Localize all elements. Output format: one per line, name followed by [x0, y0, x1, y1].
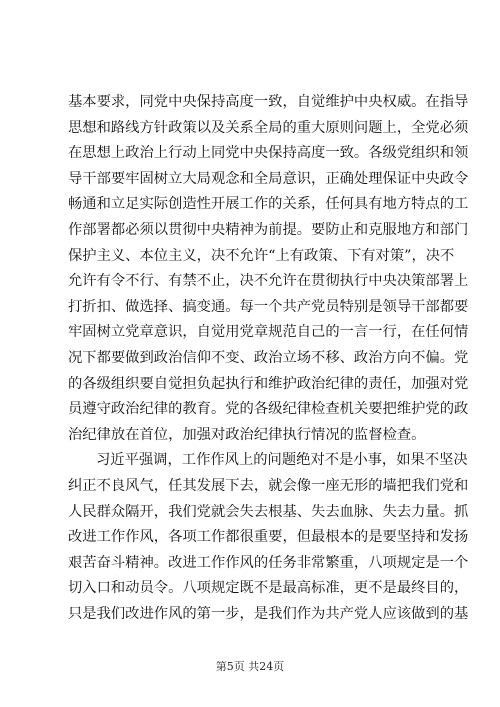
text-line: 打折扣、做选择、搞变通。每一个共产党员特别是领导干部都要 — [68, 298, 469, 315]
text-line: 人民群众隔开，我们党就会失去根基、失去血脉、失去力量。抓 — [68, 503, 469, 520]
text-line: 切入口和动员令。八项规定既不是最高标准，更不是最终目的， — [68, 580, 469, 597]
text-line: 艰苦奋斗精神。改进工作作风的任务非常繁重，八项规定是一个 — [68, 554, 469, 571]
text-line: 畅通和立足实际创造性开展工作的关系，任何具有地方特点的工 — [68, 196, 469, 213]
text-line: 允许有令不行、有禁不止，决不允许在贯彻执行中央决策部署上 — [68, 273, 469, 290]
text-line: 导干部要牢固树立大局观念和全局意识，正确处理保证中央政令 — [68, 170, 469, 187]
text-line: 员遵守政治纪律的教育。党的各级纪律检查机关要把维护党的政 — [68, 401, 469, 418]
text-line: 牢固树立党章意识，自觉用党章规范自己的一言一行，在任何情 — [68, 324, 469, 341]
text-line: 改进工作作风，各项工作都很重要，但最根本的是要坚持和发扬 — [68, 529, 469, 546]
text-line: 习近平强调，工作作风上的问题绝对不是小事，如果不坚决 — [96, 452, 468, 469]
text-line: 作部署都必须以贯彻中央精神为前提。要防止和克服地方和部门 — [68, 221, 469, 238]
text-line: 思想和路线方针政策以及关系全局的重大原则问题上，全党必须 — [68, 119, 469, 136]
text-line: 在思想上政治上行动上同党中央保持高度一致。各级党组织和领 — [68, 145, 469, 162]
text-line: 况下都要做到政治信仰不变、政治立场不移、政治方向不偏。党 — [68, 349, 469, 366]
text-line: 的各级组织要自觉担负起执行和维护政治纪律的责任，加强对党 — [68, 375, 469, 392]
text-line: 只是我们改进作风的第一步，是我们作为共产党人应该做到的基 — [68, 605, 469, 622]
text-line: 保护主义、本位主义，决不允许“上有政策、下有对策”，决不 — [68, 247, 455, 264]
body-text — [68, 90, 469, 627]
page-number-label: 第5页 共24页 — [215, 660, 285, 673]
page-footer — [0, 658, 500, 674]
text-line: 纠正不良风气，任其发展下去，就会像一座无形的墙把我们党和 — [68, 477, 469, 494]
text-line: 基本要求，同党中央保持高度一致，自觉维护中央权威。在指导 — [68, 94, 469, 110]
text-line: 治纪律放在首位，加强对政治纪律执行情况的监督检查。 — [68, 426, 426, 443]
